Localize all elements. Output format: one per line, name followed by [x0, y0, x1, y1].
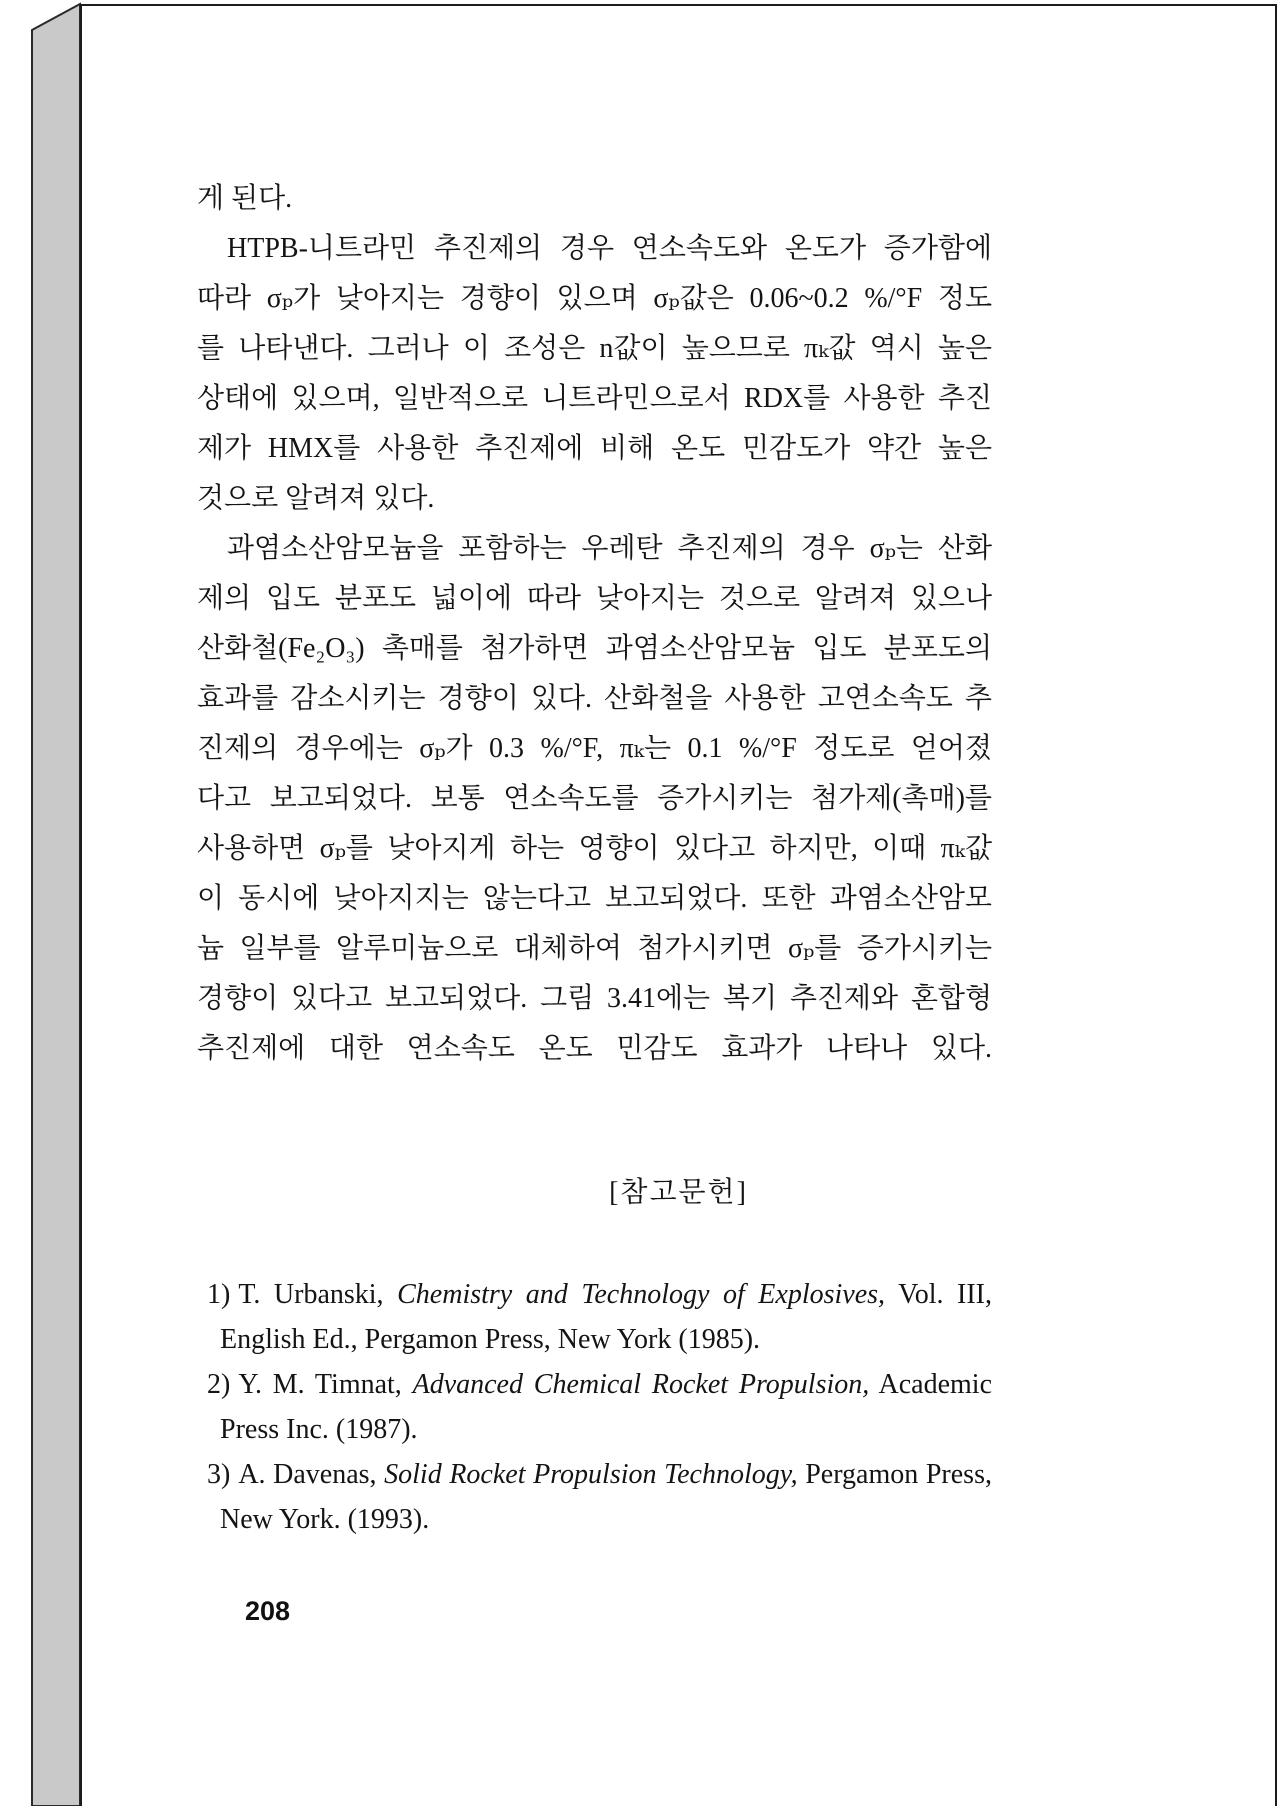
reference-line-1: 1) T. Urbanski, Chemistry and Technology of Explosives, Vol. III, — [207, 1279, 992, 1310]
body-line: 것으로 알려져 있다. — [197, 483, 435, 514]
reference-number: 1) — [207, 1279, 231, 1310]
body-line: 진제의 경우에는 σₚ가 0.3 %/°F, πₖ는 0.1 %/°F 정도로 얻어졌 — [197, 733, 992, 764]
body-line: 제가 HMX를 사용한 추진제에 비해 온도 민감도가 약간 높은 — [197, 433, 992, 464]
reference-line-2: Press Inc. (1987). — [220, 1414, 418, 1445]
body-line: 경향이 있다고 보고되었다. 그림 3.41에는 복기 추진제와 혼합형 — [197, 983, 992, 1014]
reference-number: 2) — [207, 1369, 231, 1400]
body-line: 상태에 있으며, 일반적으로 니트라민으로서 RDX를 사용한 추진 — [197, 383, 992, 414]
body-line: 효과를 감소시키는 경향이 있다. 산화철을 사용한 고연소속도 추 — [197, 683, 992, 714]
reference-title: Advanced Chemical Rocket Propulsion, — [412, 1369, 870, 1400]
reference-number: 3) — [207, 1459, 231, 1490]
references-heading: [참고문헌] — [609, 1177, 748, 1208]
body-line: HTPB-니트라민 추진제의 경우 연소속도와 온도가 증가함에 — [227, 233, 992, 264]
body-line: 추진제에 대한 연소속도 온도 민감도 효과가 나타나 있다. — [197, 1033, 992, 1064]
body-line: 를 나타낸다. 그러나 이 조성은 n값이 높으므로 πₖ값 역시 높은 — [197, 333, 992, 364]
body-line: 과염소산암모늄을 포함하는 우레탄 추진제의 경우 σₚ는 산화 — [227, 533, 992, 564]
reference-title: Solid Rocket Propulsion Technology, — [384, 1459, 798, 1490]
body-line: 사용하면 σₚ를 낮아지게 하는 영향이 있다고 하지만, 이때 πₖ값 — [197, 833, 992, 864]
reference-title: Chemistry and Technology of Explosives, — [397, 1279, 886, 1310]
references-list — [207, 1272, 992, 1542]
body-line: 제의 입도 분포도 넓이에 따라 낮아지는 것으로 알려져 있으나 — [197, 583, 992, 614]
reference-line-2: New York. (1993). — [220, 1504, 430, 1535]
body-line: 이 동시에 낮아지지는 않는다고 보고되었다. 또한 과염소산암모 — [197, 883, 992, 914]
body-line: 따라 σₚ가 낮아지는 경향이 있으며 σₚ값은 0.06~0.2 %/°F 정도 — [197, 283, 992, 314]
body-text — [197, 174, 992, 1074]
page — [80, 4, 1277, 1806]
reference-line-2: English Ed., Pergamon Press, New York (1985). — [220, 1324, 761, 1355]
body-line: 늄 일부를 알루미늄으로 대체하여 첨가시키면 σₚ를 증가시키는 — [197, 933, 992, 964]
body-line: 다고 보고되었다. 보통 연소속도를 증가시키는 첨가제(촉매)를 — [197, 783, 992, 814]
body-line: 산화철(Fe₂O₃) 촉매를 첨가하면 과염소산암모늄 입도 분포도의 — [197, 633, 992, 664]
reference-line-1: 3) A. Davenas, Solid Rocket Propulsion Technology, Pergamon Press, — [207, 1459, 992, 1490]
page-number: 208 — [245, 1596, 291, 1626]
body-line: 게 된다. — [197, 183, 293, 214]
reference-line-1: 2) Y. M. Timnat, Advanced Chemical Rocket Propulsion, Academic — [207, 1369, 993, 1400]
